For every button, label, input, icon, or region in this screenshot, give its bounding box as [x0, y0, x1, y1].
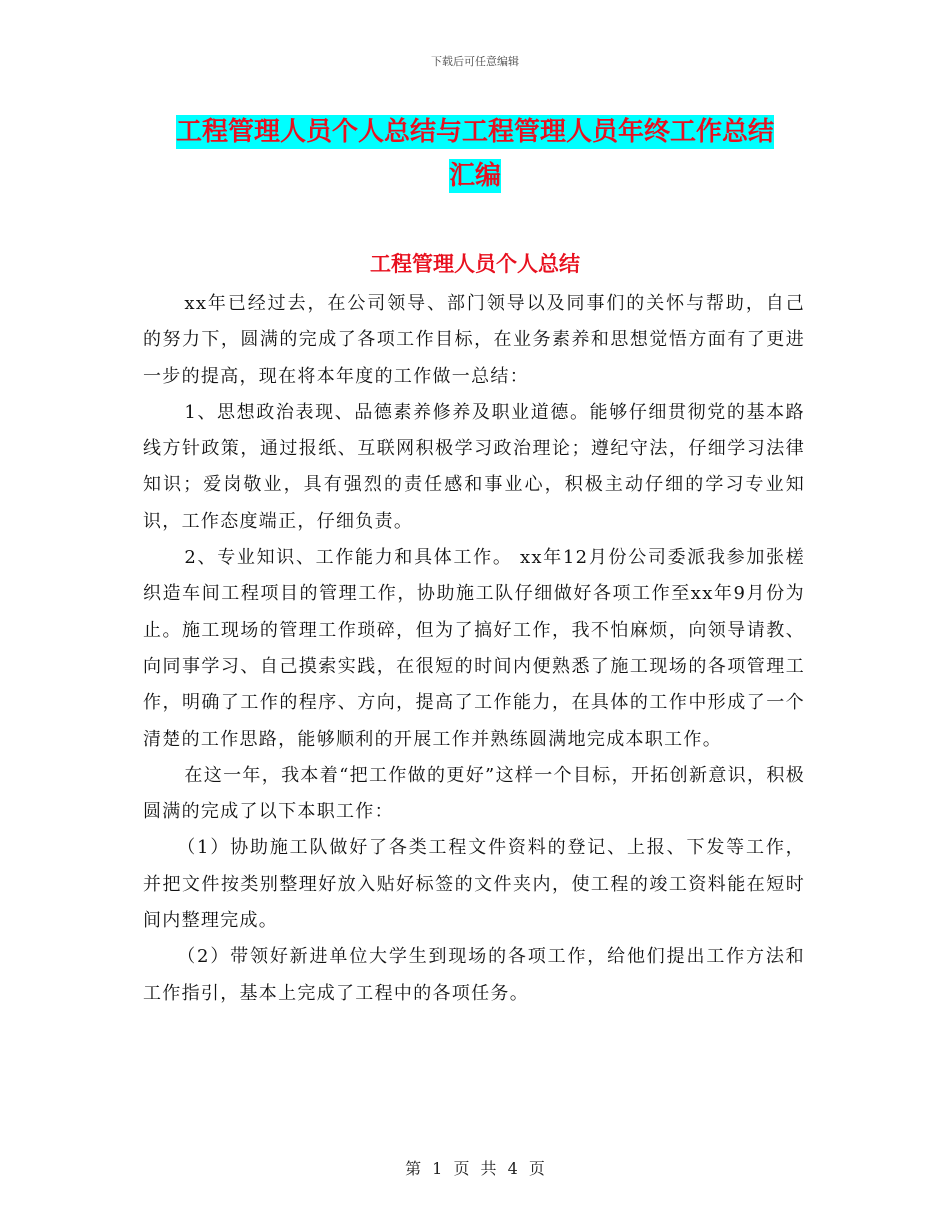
paragraph-subitem-2: （2）带领好新进单位大学生到现场的各项工作，给他们提出工作方法和工作指引，基本上完成了工程中的各项任务。 — [143, 946, 805, 1004]
paragraph-subitem-1: （1）协助施工队做好了各类工程文件资料的登记、上报、下发等工作，并把文件按类别整理好放入贴好标签的文件夹内，使工程的竣工资料能在短时间内整理完成。 — [143, 837, 805, 932]
document-title-line2: 汇编 — [448, 161, 501, 191]
paragraph-item-2: 2、专业知识、工作能力和具体工作。 xx年12月份公司委派我参加张槎织造车间工程项目的管理工作，协助施工队仔细做好各项工作至xx年9月份为止。施工现场的管理工作琐碎，但为了搞好工作，我不怕麻烦，向领导请教、向同事学习、自己摸索实践，在很短的时间内便熟悉了施工现场的各项管理工作，明确了工作的程序、方向，提高了工作能力，在具体的工作中形成了一个清楚的工作思路，能够顺利的开展工作并熟练圆满地完成本职工作。 — [143, 547, 805, 750]
section-title: 工程管理人员个人总结 — [370, 252, 580, 276]
document-title-line1: 工程管理人员个人总结与工程管理人员年终工作总结 — [175, 117, 774, 147]
body-text — [143, 286, 805, 1012]
paragraph-intro: xx年已经过去，在公司领导、部门领导以及同事们的关怀与帮助，自己的努力下，圆满的完成了各项工作目标，在业务素养和思想觉悟方面有了更进一步的提高，现在将本年度的工作做一总结： — [143, 293, 805, 387]
document-title — [150, 110, 800, 198]
header-note: 下载后可任意编辑 — [431, 55, 519, 68]
paragraph-this-year: 在这一年，我本着“把工作做的更好”这样一个目标，开拓创新意识，积极圆满的完成了以下本职工作： — [143, 764, 805, 823]
page-footer: 第 1 页 共 4 页 — [405, 1159, 545, 1178]
paragraph-item-1: 1、思想政治表现、品德素养修养及职业道德。能够仔细贯彻党的基本路线方针政策，通过报纸、互联网积极学习政治理论；遵纪守法，仔细学习法律知识；爱岗敬业，具有强烈的责任感和事业心，积极主动仔细的学习专业知识，工作态度端正，仔细负责。 — [143, 401, 805, 532]
